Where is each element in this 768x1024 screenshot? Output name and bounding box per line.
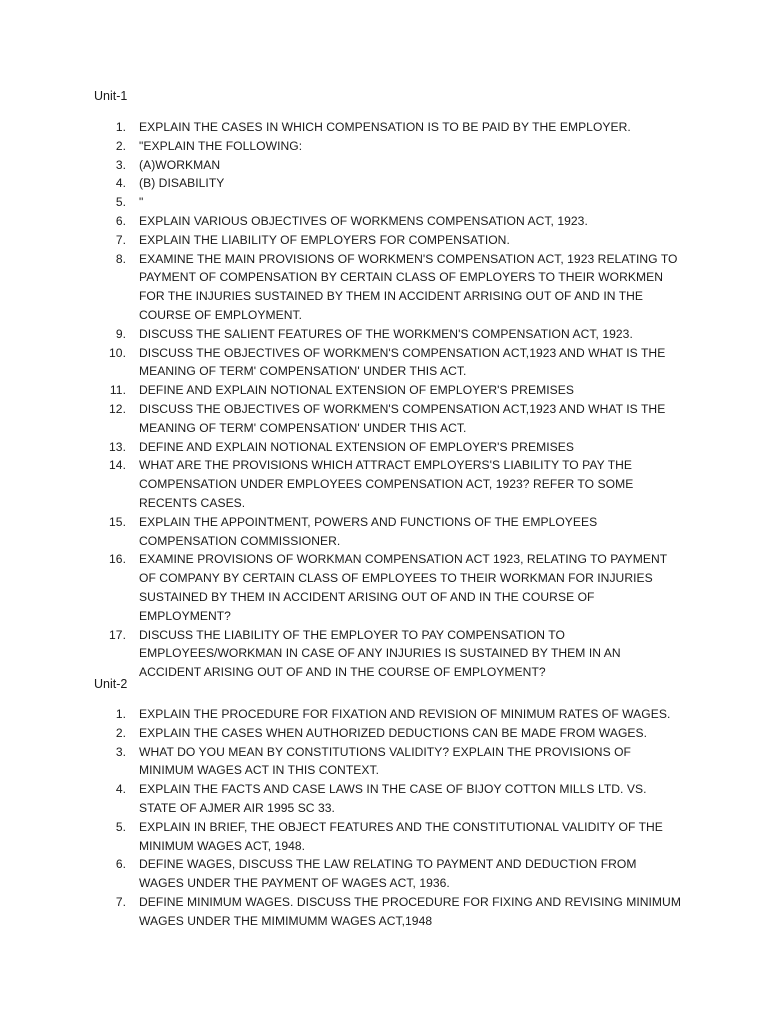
question-text: DEFINE MINIMUM WAGES. DISCUSS THE PROCEDURE FOR FIXING AND REVISING MINIMUM WAGES UNDER THE MIMIMUMM WAGES ACT,1948	[139, 894, 681, 928]
question-number: 7.	[115, 894, 126, 909]
question-number: 1.	[115, 707, 126, 721]
question-number: 2.	[115, 138, 126, 153]
question-text: EXAMINE THE MAIN PROVISIONS OF WORKMEN'S COMPENSATION ACT, 1923 RELATING TO PAYMENT OF COMPENSATION BY CERTAIN CLASS OF EMPLOYERS TO THEIR WORKMEN FOR THE INJURIES SUSTAINED BY THEM IN ACCIDENT ARRISING OUT OF AND IN THE COURSE OF EMPLOYMENT.	[139, 251, 678, 322]
question-item	[94, 381, 684, 400]
question-item	[94, 705, 684, 724]
question-item	[94, 212, 684, 231]
question-number: 9.	[115, 326, 126, 341]
question-number: 5.	[115, 819, 126, 834]
question-item	[94, 855, 684, 893]
question-text: DISCUSS THE OBJECTIVES OF WORKMEN'S COMPENSATION ACT,1923 AND WHAT IS THE MEANING OF TERM' COMPENSATION' UNDER THIS ACT.	[139, 401, 666, 435]
question-number: 3.	[115, 157, 126, 172]
question-number: 8.	[115, 251, 126, 266]
question-text: (A)WORKMAN	[139, 157, 221, 172]
question-item	[94, 818, 684, 856]
question-item	[94, 250, 684, 325]
question-item	[94, 456, 684, 512]
question-number: 11.	[109, 383, 126, 398]
question-number: 6.	[115, 213, 126, 228]
question-item	[94, 325, 684, 344]
question-text: DEFINE AND EXPLAIN NOTIONAL EXTENSION OF EMPLOYER'S PREMISES	[139, 439, 574, 454]
question-item	[94, 174, 684, 193]
unit-2-heading: Unit-2	[94, 677, 128, 691]
question-number: 15.	[109, 514, 126, 529]
question-number: 13.	[109, 439, 126, 454]
question-item	[94, 724, 684, 743]
question-item	[94, 137, 684, 156]
unit-1-heading: Unit-1	[94, 89, 128, 103]
question-item	[94, 400, 684, 438]
question-item	[94, 626, 684, 682]
question-text: DEFINE AND EXPLAIN NOTIONAL EXTENSION OF EMPLOYER'S PREMISES	[139, 383, 574, 398]
question-text: "EXPLAIN THE FOLLOWING:	[139, 138, 303, 153]
unit-2-question-list	[94, 705, 684, 931]
question-number: 10.	[109, 345, 126, 360]
question-number: 6.	[115, 857, 126, 872]
question-text: (B) DISABILITY	[139, 176, 225, 191]
question-number: 2.	[115, 725, 126, 740]
question-text: WHAT ARE THE PROVISIONS WHICH ATTRACT EMPLOYERS'S LIABILITY TO PAY THE COMPENSATION UNDER EMPLOYEES COMPENSATION ACT, 1923? REFER TO SOME RECENTS CASES.	[139, 458, 634, 510]
question-text: "	[139, 195, 144, 210]
question-number: 5.	[115, 195, 126, 210]
question-text: EXPLAIN IN BRIEF, THE OBJECT FEATURES AND THE CONSTITUTIONAL VALIDITY OF THE MINIMUM WAGES ACT, 1948.	[139, 819, 663, 853]
question-item	[94, 118, 684, 137]
question-text: EXPLAIN THE CASES IN WHICH COMPENSATION IS TO BE PAID BY THE EMPLOYER.	[139, 120, 631, 134]
question-text: DISCUSS THE SALIENT FEATURES OF THE WORKMEN'S COMPENSATION ACT, 1923.	[139, 326, 633, 341]
question-item	[94, 893, 684, 931]
question-number: 14.	[109, 458, 126, 473]
question-item	[94, 193, 684, 212]
question-text: DISCUSS THE OBJECTIVES OF WORKMEN'S COMPENSATION ACT,1923 AND WHAT IS THE MEANING OF TERM' COMPENSATION' UNDER THIS ACT.	[139, 345, 666, 379]
question-item	[94, 743, 684, 781]
question-number: 16.	[109, 552, 126, 567]
question-text: DEFINE WAGES, DISCUSS THE LAW RELATING TO PAYMENT AND DEDUCTION FROM WAGES UNDER THE PAYMENT OF WAGES ACT, 1936.	[139, 857, 637, 891]
question-number: 3.	[115, 744, 126, 759]
question-number: 4.	[115, 782, 126, 797]
question-text: EXPLAIN THE FACTS AND CASE LAWS IN THE CASE OF BIJOY COTTON MILLS LTD. VS. STATE OF AJMER AIR 1995 SC 33.	[139, 782, 647, 815]
question-item	[94, 231, 684, 250]
question-item	[94, 438, 684, 457]
question-number: 4.	[115, 176, 126, 191]
question-text: DISCUSS THE LIABILITY OF THE EMPLOYER TO PAY COMPENSATION TO EMPLOYEES/WORKMAN IN CASE OF ANY INJURIES IS SUSTAINED BY THEM IN AN ACCIDENT ARISING OUT OF AND IN THE COURSE OF EMPLOYMENT?	[139, 627, 621, 680]
question-text: EXPLAIN THE LIABILITY OF EMPLOYERS FOR COMPENSATION.	[139, 232, 510, 247]
question-item	[94, 344, 684, 382]
question-text: EXPLAIN THE PROCEDURE FOR FIXATION AND REVISION OF MINIMUM RATES OF WAGES.	[139, 707, 671, 721]
question-text: EXPLAIN THE APPOINTMENT, POWERS AND FUNCTIONS OF THE EMPLOYEES COMPENSATION COMMISSIONER.	[139, 514, 598, 548]
question-text: EXAMINE PROVISIONS OF WORKMAN COMPENSATION ACT 1923, RELATING TO PAYMENT OF COMPANY BY CERTAIN CLASS OF EMPLOYEES TO THEIR WORKMAN FOR INJURIES SUSTAINED BY THEM IN ACCIDENT ARISING OUT OF AND IN THE COURSE OF EMPLOYMENT?	[139, 552, 667, 623]
question-item	[94, 780, 684, 818]
question-item	[94, 513, 684, 551]
question-number: 1.	[115, 120, 126, 134]
question-text: EXPLAIN VARIOUS OBJECTIVES OF WORKMENS COMPENSATION ACT, 1923.	[139, 213, 588, 228]
question-number: 17.	[109, 627, 126, 642]
unit-1-question-list	[94, 118, 684, 682]
question-text: WHAT DO YOU MEAN BY CONSTITUTIONS VALIDITY? EXPLAIN THE PROVISIONS OF MINIMUM WAGES ACT IN THIS CONTEXT.	[139, 744, 631, 778]
question-number: 7.	[115, 232, 126, 247]
question-number: 12.	[109, 401, 126, 416]
question-text: EXPLAIN THE CASES WHEN AUTHORIZED DEDUCTIONS CAN BE MADE FROM WAGES.	[139, 725, 648, 740]
question-item	[94, 550, 684, 625]
question-item	[94, 156, 684, 175]
